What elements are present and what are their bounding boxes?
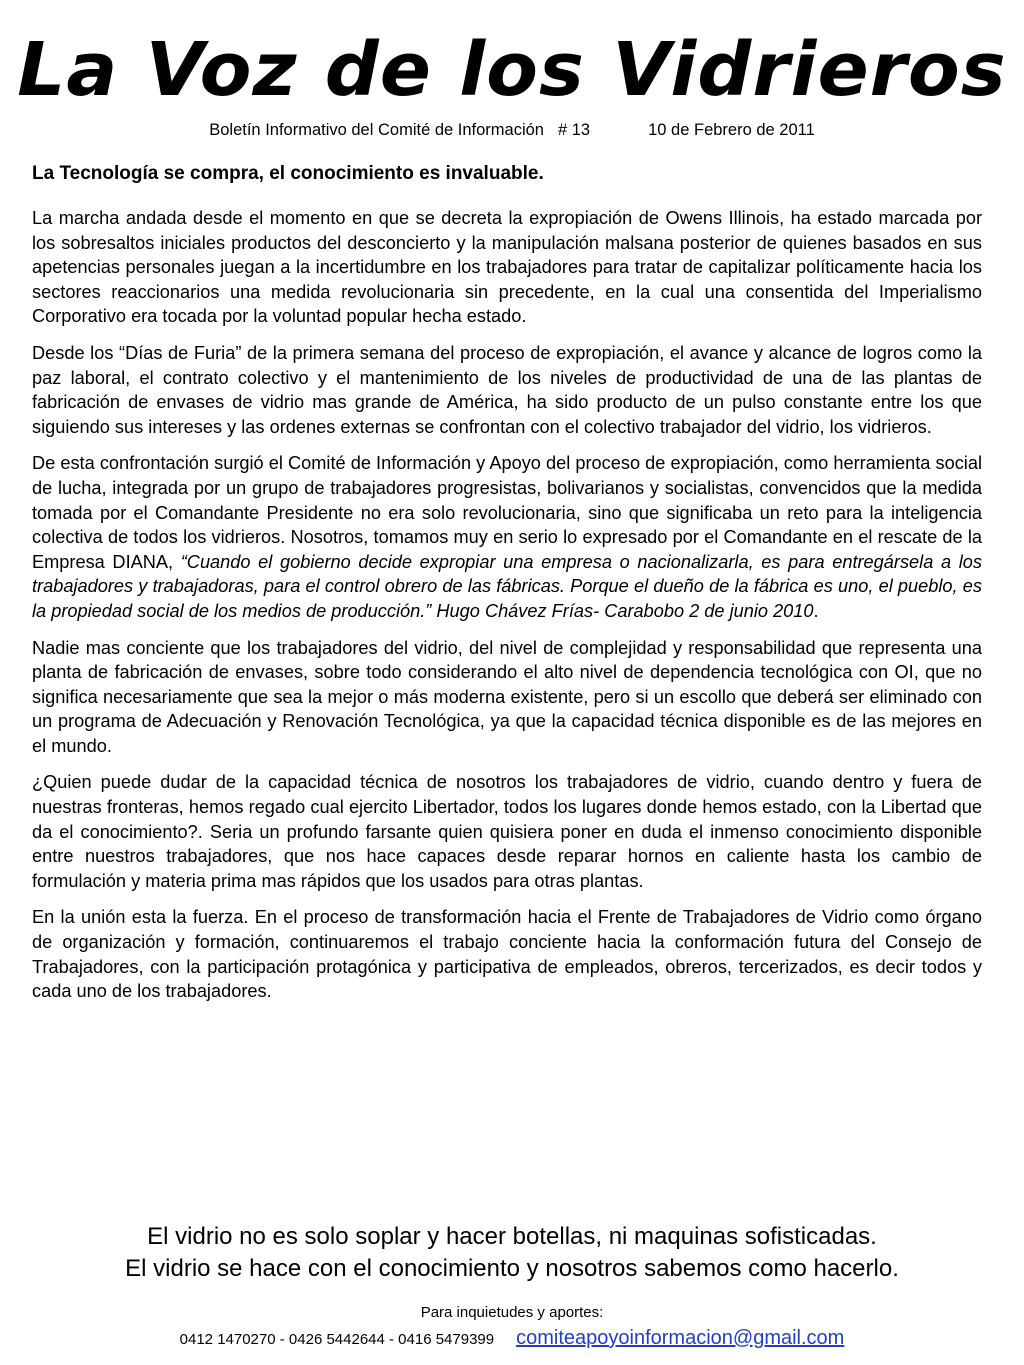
paragraph-end: .	[813, 600, 819, 621]
bulletin-name: Boletín Informativo del Comité de Información	[209, 121, 544, 139]
issue-number: # 13	[557, 121, 591, 139]
paragraph-intro: De esta confrontación surgió el Comité de Información y Apoyo del proceso de expropiación, como herramienta social de lucha, integrada por un grupo de trabajadores progresistas, bolivarianos y socialistas, convencidos que la medida tomada por el Comandante Presidente no era solo revolucionaria, sino que significaba un reto para la inteligencia colectiva de todos los vidrieros. Nosotros, tomamos muy en serio lo expresado por el Comandante en el rescate de la Empresa DIANA,	[32, 453, 982, 572]
subheader	[0, 120, 1024, 140]
chavez-quote: “Cuando el gobierno decide expropiar una empresa o nacionalizarla, es para entregársela a los trabajadores y trabajadoras, para el control obrero de las fábricas. Porque el dueño de la fábrica es uno, el pueblo, es la propiedad social de los medios de producción.” Hugo Chávez Frías- Carabobo 2 de junio 2010	[32, 551, 983, 621]
masthead-title: La Voz de los Vidrieros	[17, 27, 1007, 113]
paragraph	[32, 451, 982, 623]
paragraph: La marcha andada desde el momento en que se decreta la expropiación de Owens Illinois, ha estado marcada por los sobresaltos iniciales productos del desconcierto y la manipulación malsana posterior de quienes basados en sus apetencias personales juegan a la incertidumbre en los trabajadores para tratar de capitalizar políticamente hacia los sectores reaccionarios una medida revolucionaria sin precedente, en la cual una consentida del Imperialismo Corporativo era tocada por la voluntad popular hecha estado.	[32, 208, 982, 327]
paragraph: Nadie mas conciente que los trabajadores del vidrio, del nivel de complejidad y responsabilidad que representa una planta de fabricación de envases, sobre todo considerando el alto nivel de dependencia tecnológica con OI, que no significa necesariamente que sea la mejor o más moderna existente, pero si un escollo que deberá ser eliminado con un programa de Adecuación y Renovación Tecnológica, ya que la capacidad técnica disponible es de las mejores en el mundo.	[32, 637, 982, 756]
article-headline: La Tecnología se compra, el conocimiento es invaluable.	[32, 163, 544, 184]
paragraph: Desde los “Días de Furia” de la primera semana del proceso de expropiación, el avance y alcance de logros como la paz laboral, el contrato colectivo y el mantenimiento de los niveles de productividad de una de las plantas de fabricación de envases de vidrio mas grande de América, ha sido producto de un pulso constante entre los que siguiendo sus intereses y las ordenes externas se confrontan con el colectivo trabajador del vidrio, los vidrieros.	[32, 342, 982, 437]
closing-line: El vidrio se hace con el conocimiento y nosotros sabemos como hacerlo.	[125, 1255, 899, 1282]
phone-numbers: 0412 1470270 - 0426 5442644 - 0416 5479399	[179, 1331, 495, 1348]
contact-info	[0, 1326, 1024, 1352]
email-link[interactable]: comiteapoyoinformacion@gmail.com	[516, 1327, 845, 1349]
issue-date: 10 de Febrero de 2011	[648, 121, 815, 139]
contact-label: Para inquietudes y aportes:	[420, 1304, 604, 1321]
closing-line: El vidrio no es solo soplar y hacer botellas, ni maquinas sofisticadas.	[147, 1223, 877, 1250]
article-body	[32, 206, 982, 1016]
closing-statement	[0, 1221, 1024, 1285]
paragraph: En la unión esta la fuerza. En el proceso de transformación hacia el Frente de Trabajadores de Vidrio como órgano de organización y formación, continuaremos el trabajo conciente hacia la conformación futura del Consejo de Trabajadores, con la participación protagónica y participativa de empleados, obreros, tercerizados, es decir todos y cada uno de los trabajadores.	[32, 907, 982, 1002]
paragraph: ¿Quien puede dudar de la capacidad técnica de nosotros los trabajadores de vidrio, cuando dentro y fuera de nuestras fronteras, hemos regado cual ejercito Libertador, todos los lugares donde hemos estado, con la Libertad que da el conocimiento?. Seria un profundo farsante quien quisiera poner en duda el inmenso conocimiento disponible entre nuestros trabajadores, que nos hace capaces desde reparar hornos en caliente hasta los cambio de formulación y materia prima mas rápidos que los usados para otras plantas.	[32, 772, 982, 891]
